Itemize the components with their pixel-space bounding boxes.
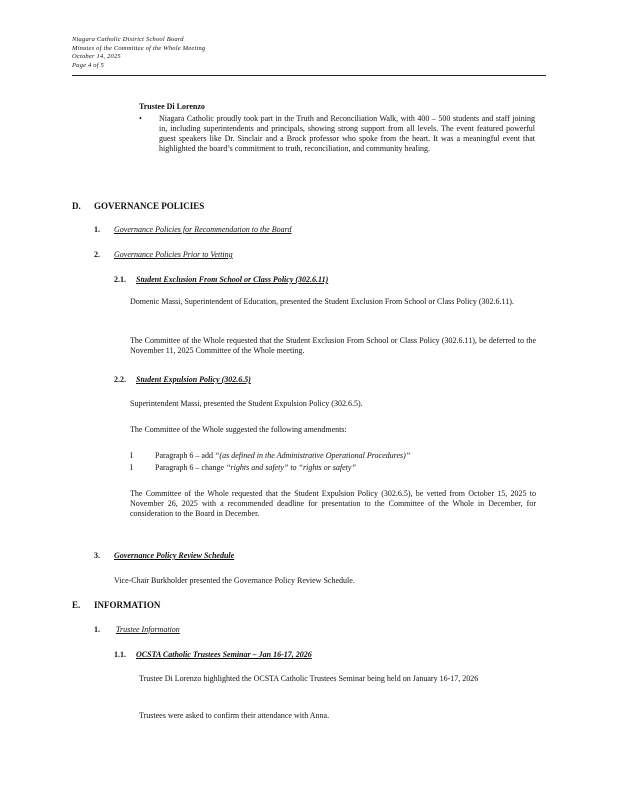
amendment-1-quote: “(as defined in the Administrative Operational Procedures)”: [214, 451, 411, 460]
item-d21-title: Student Exclusion From School or Class Policy (302.6.11): [136, 275, 329, 284]
amendment-1-prefix: Paragraph 6 – add: [155, 451, 213, 460]
trustee-name: Trustee Di Lorenzo: [139, 102, 205, 111]
item-d1-number: 1.: [94, 225, 100, 234]
amendment-2-quote: “rights and safety” to “rights or safety”: [226, 463, 356, 472]
amendment-1-bullet: I: [130, 451, 133, 460]
item-e11-number: 1.1.: [114, 650, 126, 659]
header-board-name: Niagara Catholic District School Board: [72, 36, 184, 43]
page-header: [72, 36, 205, 70]
item-d21-paragraph-1: Domenic Massi, Superintendent of Education, presented the Student Exclusion From School or Class Policy (302.6.11).: [130, 297, 514, 306]
amendment-2-bullet: I: [130, 463, 133, 472]
amendment-2: [155, 463, 356, 473]
amendment-1: [155, 451, 410, 461]
item-d2-number: 2.: [94, 250, 100, 259]
item-d2-title: Governance Policies Prior to Vetting: [114, 250, 233, 259]
item-d3-title: Governance Policy Review Schedule: [114, 551, 235, 560]
item-d3-number: 3.: [94, 551, 100, 560]
section-e-letter: E.: [72, 600, 81, 610]
item-d22-paragraph-2: The Committee of the Whole suggested the following amendments:: [130, 425, 347, 434]
amendment-2-prefix: Paragraph 6 – change: [155, 463, 225, 472]
section-e-title: INFORMATION: [94, 600, 161, 610]
item-e11-paragraph-2: Trustees were asked to confirm their attendance with Anna.: [139, 711, 330, 720]
header-rule: [72, 75, 546, 76]
item-d22-paragraph-3: The Committee of the Whole requested that the Student Expulsion Policy (302.6.5), be vetted from October 15, 2025 to November 26, 2025 with a recommended deadline for presentation to the Committee of the Whole in December, for consideration to the Board in December.: [130, 489, 536, 518]
item-e11-paragraph-1: Trustee Di Lorenzo highlighted the OCSTA Catholic Trustees Seminar being held on January 16-17, 2026: [139, 674, 479, 683]
trustee-report-text: Niagara Catholic proudly took part in the Truth and Reconciliation Walk, with 400 – 500 students and staff joining in, including superintendents and principals, showing strong support from all levels. The event featured powerful guest speakers like Dr. Sinclair and a Brock professor who spoke from the heart. It was a meaningful event that highlighted the board’s commitment to truth, reconciliation, and community healing.: [159, 114, 535, 153]
section-d-title: GOVERNANCE POLICIES: [94, 201, 205, 211]
header-date: October 14, 2025: [72, 53, 121, 61]
item-e11-title: OCSTA Catholic Trustees Seminar – Jan 16-17, 2026: [136, 650, 312, 659]
item-d22-title: Student Expulsion Policy (302.6.5): [136, 375, 251, 384]
item-d21-number: 2.1.: [114, 275, 126, 284]
section-d-letter: D.: [72, 201, 81, 211]
bullet-mark: •: [139, 114, 142, 123]
item-d3-paragraph: Vice-Chair Burkholder presented the Governance Policy Review Schedule.: [114, 576, 355, 585]
item-d21-paragraph-2: The Committee of the Whole requested that the Student Exclusion From School or Class Policy (302.6.11), be deferred to the November 11, 2025 Committee of the Whole meeting.: [130, 336, 536, 355]
item-d1-title: Governance Policies for Recommendation to the Board: [114, 225, 292, 234]
item-d22-number: 2.2.: [114, 375, 126, 384]
header-page-number: Page 4 of 5: [72, 61, 104, 69]
item-e1-title: Trustee Information: [116, 625, 180, 634]
item-d22-paragraph-1: Superintendent Massi, presented the Student Expulsion Policy (302.6.5).: [130, 399, 363, 408]
item-e1-number: 1.: [94, 625, 100, 634]
header-meeting-name: Minutes of the Committee of the Whole Meeting: [72, 44, 206, 52]
